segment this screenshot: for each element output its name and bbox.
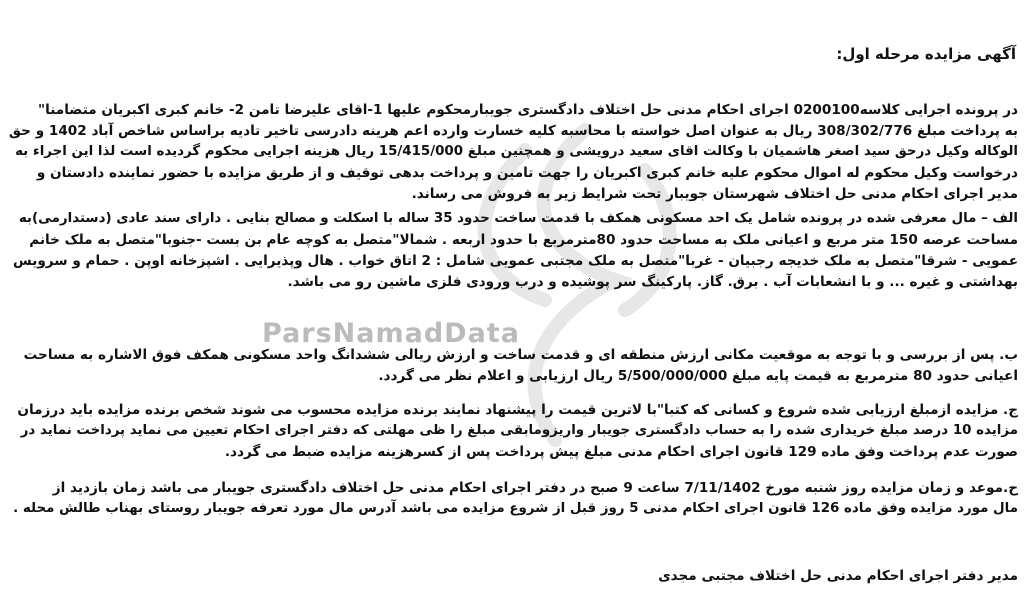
notice-title: آگهی مزایده مرحله اول: xyxy=(836,45,1016,63)
paragraph-line: مال مورد مزایده وفق ماده 126 قانون اجرای احکام مدنی 5 روز قبل از شروع مزایده می باشد آدرس مال مورد تعرفه جویبار روستای بهناب طالش محله . xyxy=(13,501,1018,516)
paragraph-line: ب. پس از بررسی و با توجه به موقعیت مکانی ارزش منطقه ای و قدمت ساخت و ارزش ریالی ششدانگ واحد مسکونی همکف فوق الاشاره به مساحت xyxy=(23,347,1018,363)
paragraph-line: صورت عدم پرداخت وفق ماده 129 قانون اجرای احکام مدنی مبلغ پیش پرداخت پس از کسرهزینه مزایده ضبط می گردد. xyxy=(224,444,1018,460)
paragraph-line: ج. مزایده ازمبلغ ارزیابی شده شروع و کسانی که کتبا"با لاترین قیمت را پیشنهاد نمایند برنده مزایده محسوب می شوند شخص برنده مزایده باید درزمان xyxy=(17,402,1018,418)
paragraph-line: مدیر اجرای احکام مدنی حل اختلاف شهرستان جویبار تحت شرایط زیر به فروش می رساند. xyxy=(411,186,1018,202)
paragraph-line: الف – مال معرفی شده در پرونده شامل یک احد مسکونی همکف با قدمت ساخت حدود 35 ساله با اسکلت و مصالح بنایی . دارای سند عادی (دستدارمی)به xyxy=(18,211,1018,226)
paragraph-line: مزایده 10 درصد مبلغ خریداری شده را به حساب دادگستری جویبار واریزومابقی مبلغ را ظی مهلتی که دفتر اجرای احکام تعیین می نماید پرداخت نماید در xyxy=(20,423,1018,438)
paragraph-line: عمویی - شرقا"متصل به ملک خدیجه رجبیان - غربا"متصل به ملک مجتبی عمویی شامل : 2 اتاق خواب . هال وپذیرایی . اشپزخانه اوپن . حمام و سرویس xyxy=(13,253,1018,269)
paragraph-line: درخواست وکیل محکوم له اموال محکوم علیه خانم کبری اکبریان را جهت تامین و پرداخت بدهی توقیف و از طریق مزایده با حضور نماینده دادستان و xyxy=(36,165,1018,181)
paragraph-line: مساحت عرصه 150 متر مربع و اعیانی ملک به مساحت حدود 80مترمربع با حدود اربعه . شمالا"متصل به کوچه عام بن بست -جنوبا"متصل به ملک خانم xyxy=(29,232,1018,248)
paragraph-line: ح.موعد و زمان مزایده روز شنبه مورخ 7/11/1402 ساعت 9 صبح در دفتر اجرای احکام مدنی حل اختلاف دادگستری جویبار می باشد زمان بازدید از xyxy=(52,480,1018,496)
watermark-text: ParsNamadData xyxy=(262,318,520,349)
paragraph-line: الوکاله وکیل درحق سید اصغر هاشمیان با وکالت اقای سعید درویشی و همچنین مبلغ 15/415/000 ریال هزینه اجرایی محکوم گردیده است لذا این اجراء به xyxy=(15,144,1018,159)
signature-line: مدیر دفتر اجرای احکام مدنی حل اختلاف مجتبی مجدی xyxy=(658,568,1018,584)
paragraph-line: بهداشتی و غیره ... و با انشعابات آب . برق. گاز. پارکینگ سر پوشیده و درب ورودی فلزی ماشین رو می باشد. xyxy=(287,274,1018,290)
paragraph-line: در پرونده اجرایی کلاسه0200100 اجرای احکام مدنی حل اختلاف دادگستری جویبارمحکوم علیها 1-اقای علیرضا تامن 2- خانم کبری اکبریان متضامنا" xyxy=(38,102,1018,118)
paragraph-line: به پرداخت مبلغ 308/302/776 ریال به عنوان اصل خواسته با محاسبه کلیه خسارت وارده اعم هرینه دادرسی تاخیر تادیه براساس شاخص آباد 1402 و حق xyxy=(8,123,1018,139)
paragraph-line: اعیانی حدود 80 مترمربع به قیمت پایه مبلغ 5/500/000/000 ریال ارزیابی و اعلام نظر می گردد. xyxy=(378,368,1018,384)
